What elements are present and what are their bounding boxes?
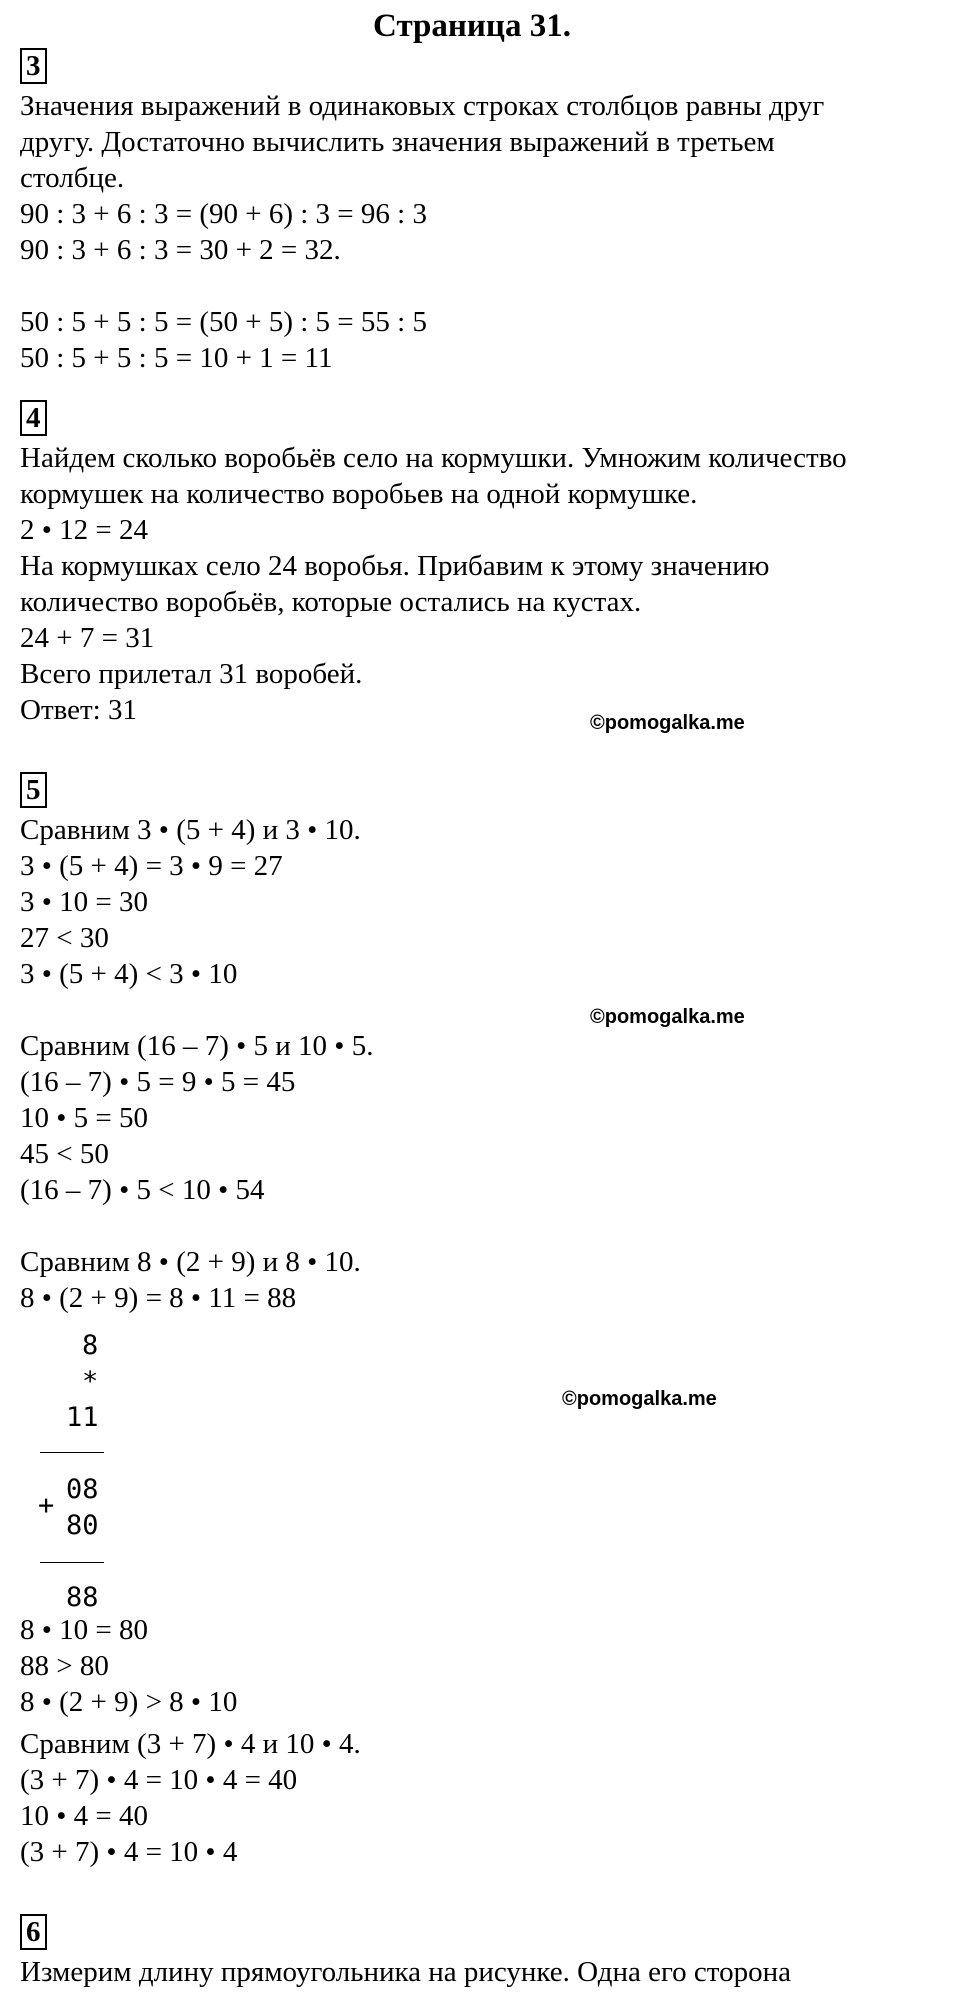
rule-line <box>40 1562 104 1563</box>
text-line: 3 • 10 = 30 <box>20 886 149 918</box>
text-line: 8 • 10 = 80 <box>20 1614 149 1646</box>
task-4 <box>20 400 950 728</box>
text-line: 3 • (5 + 4) < 3 • 10 <box>20 958 238 990</box>
blank-line <box>20 992 950 1028</box>
text-line: Найдем сколько воробьёв село на кормушки. Умножим количество <box>20 442 847 474</box>
task-3 <box>20 48 950 376</box>
text-line: (3 + 7) • 4 = 10 • 4 = 40 <box>20 1764 298 1796</box>
text-line: 10 • 4 = 40 <box>20 1800 149 1832</box>
task-text <box>20 1612 950 1870</box>
text-line: На кормушках село 24 воробья. Прибавим к этому значению <box>20 550 770 582</box>
text-line: 8 • (2 + 9) = 8 • 11 = 88 <box>20 1282 297 1314</box>
task-number: 5 <box>20 772 47 808</box>
text-line: Сравним 8 • (2 + 9) и 8 • 10. <box>20 1246 361 1278</box>
text-line: Всего прилетал 31 воробей. <box>20 658 363 690</box>
text-line: (16 – 7) • 5 < 10 • 54 <box>20 1174 265 1206</box>
text-line: 90 : 3 + 6 : 3 = (90 + 6) : 3 = 96 : 3 <box>20 198 427 230</box>
task-5 <box>20 772 950 1316</box>
text-line: Сравним (3 + 7) • 4 и 10 • 4. <box>20 1728 361 1760</box>
task-6 <box>20 1914 950 1990</box>
text-line: Сравним 3 • (5 + 4) и 3 • 10. <box>20 814 361 846</box>
watermark: ©pomogalka.me <box>590 1006 745 1028</box>
text-line: 24 + 7 = 31 <box>20 622 155 654</box>
text-line: 27 < 30 <box>20 922 109 954</box>
text-line: другу. Достаточно вычислить значения выражений в третьем <box>20 126 775 158</box>
task-5-continued <box>20 1612 950 1870</box>
text-line: (16 – 7) • 5 = 9 • 5 = 45 <box>20 1066 296 1098</box>
text-line: (3 + 7) • 4 = 10 • 4 <box>20 1836 238 1868</box>
watermark: ©pomogalka.me <box>562 1388 717 1410</box>
text-line: 2 • 12 = 24 <box>20 514 149 546</box>
text-line: Измерим длину прямоугольника на рисунке. Одна его сторона <box>20 1956 791 1988</box>
text-line: Ответ: 31 <box>20 694 137 726</box>
task-number: 3 <box>20 48 47 84</box>
task-text <box>20 88 950 376</box>
task-number: 4 <box>20 400 47 436</box>
text-line: 90 : 3 + 6 : 3 = 30 + 2 = 32. <box>20 234 341 266</box>
multiplier: 11 <box>66 1402 99 1433</box>
plus-sign: + <box>38 1490 55 1521</box>
text-line: 10 • 5 = 50 <box>20 1102 149 1134</box>
page-title: Страница 31. <box>373 8 571 44</box>
rule-line <box>40 1452 104 1453</box>
text-line: количество воробьёв, которые остались на кустах. <box>20 586 642 618</box>
watermark: ©pomogalka.me <box>590 712 745 734</box>
text-line: Сравним (16 – 7) • 5 и 10 • 5. <box>20 1030 374 1062</box>
text-line: кормушек на количество воробьев на одной кормушке. <box>20 478 698 510</box>
text-line: 45 < 50 <box>20 1138 109 1170</box>
multiply-sign: * <box>82 1366 99 1397</box>
multiplicand: 8 <box>82 1330 99 1361</box>
partial-product: 08 <box>66 1474 99 1505</box>
text-line: 50 : 5 + 5 : 5 = 10 + 1 = 11 <box>20 342 333 374</box>
partial-product: 80 <box>66 1510 99 1541</box>
text-line: 3 • (5 + 4) = 3 • 9 = 27 <box>20 850 283 882</box>
blank-line <box>20 268 950 304</box>
text-line: 88 > 80 <box>20 1650 109 1682</box>
task-text <box>20 812 950 1316</box>
text-line: столбце. <box>20 162 125 194</box>
text-line: Значения выражений в одинаковых строках столбцов равны друг <box>20 90 825 122</box>
task-number: 6 <box>20 1914 47 1950</box>
product-result: 88 <box>66 1582 99 1613</box>
task-text <box>20 440 950 728</box>
text-line: 8 • (2 + 9) > 8 • 10 <box>20 1686 238 1718</box>
text-line: 50 : 5 + 5 : 5 = (50 + 5) : 5 = 55 : 5 <box>20 306 427 338</box>
task-text <box>20 1954 950 1990</box>
blank-line <box>20 1208 950 1244</box>
column-multiplication <box>20 1330 140 1620</box>
